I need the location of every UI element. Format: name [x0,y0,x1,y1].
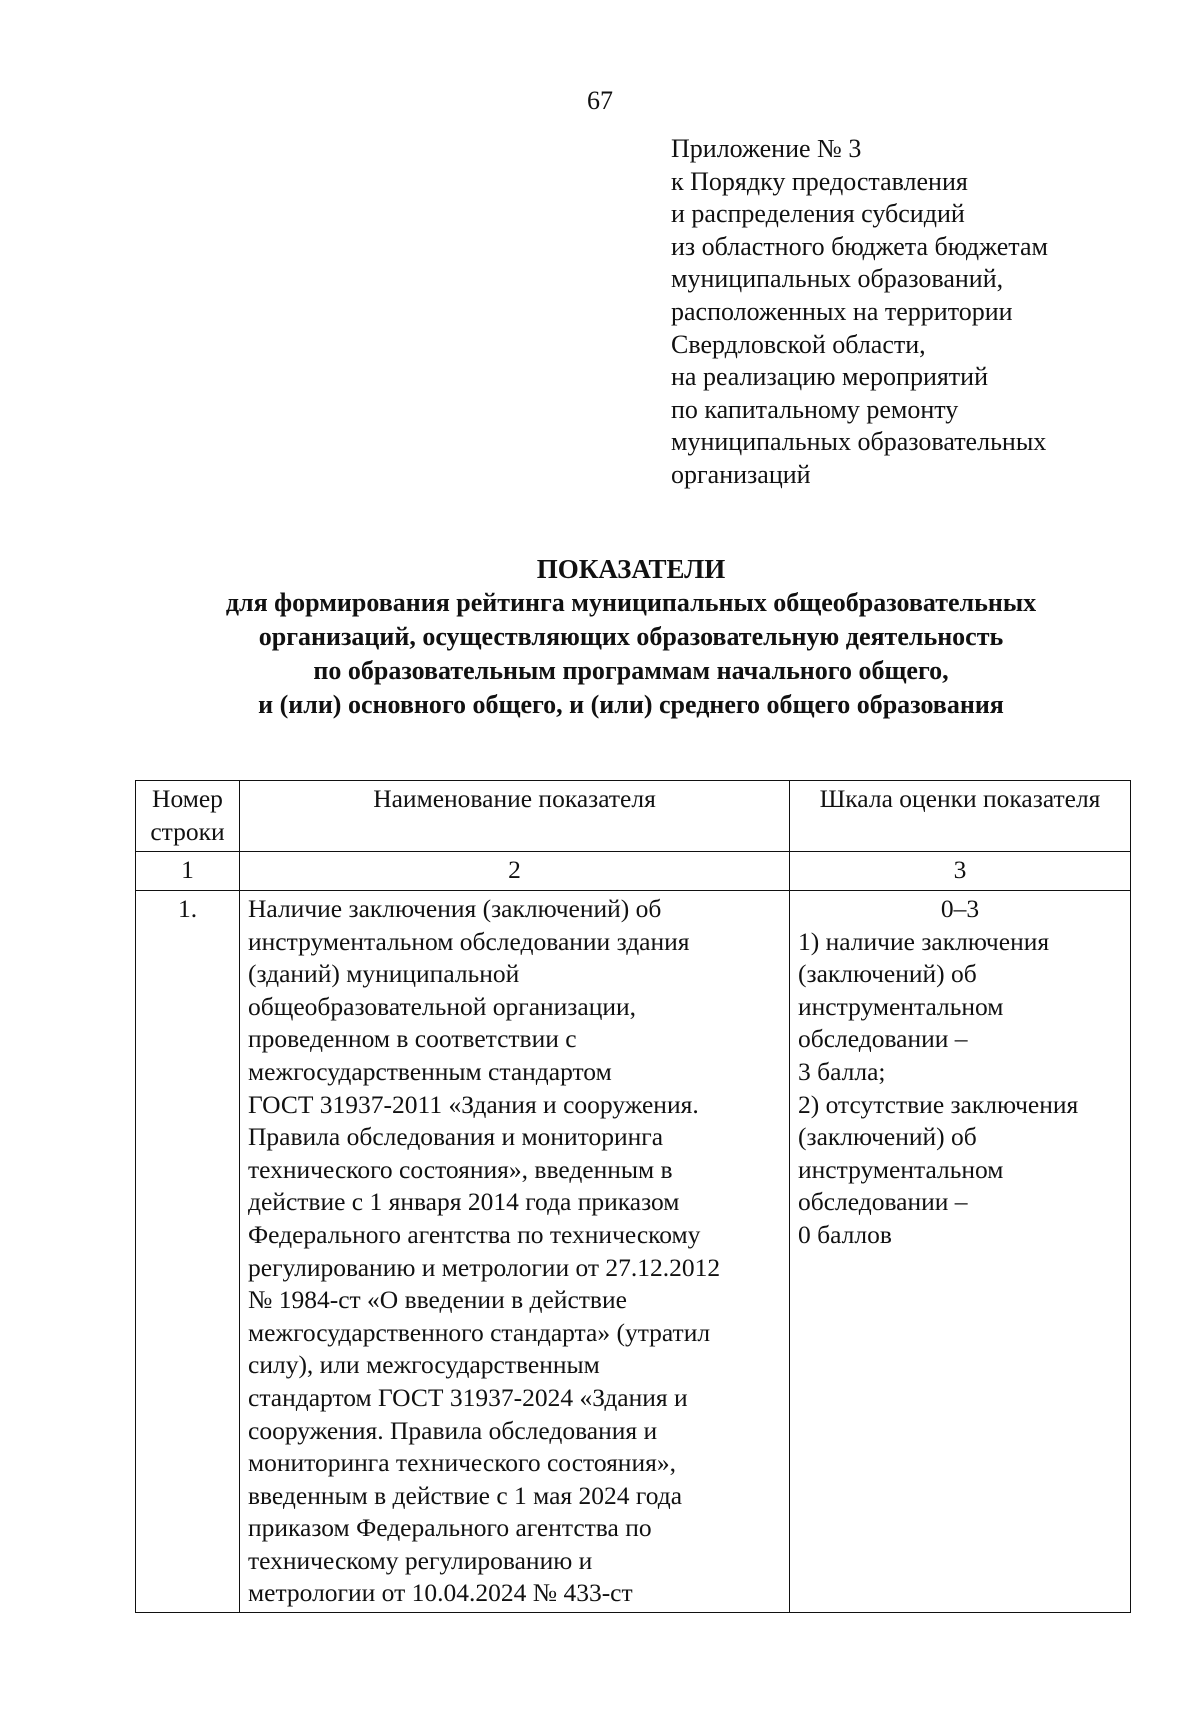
column-numbers-row [136,852,1131,891]
appendix-line: к Порядку предоставления [671,166,968,196]
appendix-line: организаций [671,459,811,489]
table-row [136,891,1131,1613]
column-number: 3 [790,852,1131,891]
text-line: мониторинга технического состояния», [248,1448,676,1478]
text-line: (зданий) муниципальной [248,959,520,989]
text-line: введенным в действие с 1 мая 2024 года [248,1480,683,1510]
table-header-row [136,781,1131,852]
text-line: инструментальном [798,991,1004,1021]
text-line: (заключений) об [798,1122,977,1152]
appendix-line: и распределения субсидий [671,199,965,229]
scale-range: 0–3 [940,894,980,923]
subtitle-line: по образовательным программам начального общего, [313,656,949,685]
appendix-line: по капитальному ремонту [671,394,959,424]
text-line: (заключений) об [798,959,977,989]
appendix-line: из областного бюджета бюджетам [671,231,1048,261]
text-line: Федерального агентства по техническому [248,1219,701,1249]
text-line: действие с 1 января 2014 года приказом [248,1187,680,1217]
text-line: Правила обследования и мониторинга [248,1122,664,1152]
appendix-line: Свердловской области, [671,329,926,359]
text-line: силу), или межгосударственным [248,1350,600,1380]
subtitle-line: и (или) основного общего, и (или) среднего общего образования [258,690,1004,719]
scale-description [790,891,1131,1613]
header-line: Номер [152,784,223,813]
row-number: 1. [136,891,240,1613]
header-indicator-name: Наименование показателя [240,781,790,852]
subtitle-line: организаций, осуществляющих образовательную деятельность [258,622,1004,651]
text-line: 0 баллов [798,1219,892,1249]
text-line: обследовании – [798,1024,968,1054]
appendix-reference [671,133,1171,492]
column-number: 2 [240,852,790,891]
text-line: обследовании – [798,1187,968,1217]
text-line: регулированию и метрологии от 27.12.2012 [248,1252,721,1282]
text-line: метрологии от 10.04.2024 № 433-ст [248,1578,633,1608]
indicator-name [240,891,790,1613]
text-line: 3 балла; [798,1056,886,1086]
text-line: технического состояния», введенным в [248,1154,673,1184]
text-line: ГОСТ 31937-2011 «Здания и сооружения. [248,1089,699,1119]
text-line: 2) отсутствие заключения [798,1089,1079,1119]
text-line: приказом Федерального агентства по [248,1513,652,1543]
text-line: Наличие заключения (заключений) об [248,894,662,923]
subtitle-line: для формирования рейтинга муниципальных общеобразовательных [225,588,1037,617]
header-line: строки [150,816,225,846]
text-line: межгосударственного стандарта» (утратил [248,1317,711,1347]
text-line: сооружения. Правила обследования и [248,1415,658,1445]
appendix-line: муниципальных образовательных [671,427,1047,457]
text-line: № 1984-ст «О введении в действие [248,1285,627,1315]
text-line: техническому регулированию и [248,1545,593,1575]
header-row-number [136,781,240,852]
document-title-block [100,552,1162,722]
text-line: общеобразовательной организации, [248,991,637,1021]
appendix-line: Приложение № 3 [671,134,862,163]
text-line: проведенном в соответствии с [248,1024,577,1054]
page-number: 67 [587,86,613,115]
document-title: ПОКАЗАТЕЛИ [536,554,726,584]
text-line: инструментальном [798,1154,1004,1184]
text-line: межгосударственным стандартом [248,1056,612,1086]
appendix-line: муниципальных образований, [671,264,1004,294]
indicators-table [135,780,1131,1613]
appendix-line: расположенных на территории [671,296,1013,326]
appendix-line: на реализацию мероприятий [671,362,989,392]
text-line: стандартом ГОСТ 31937-2024 «Здания и [248,1382,688,1412]
text-line: инструментальном обследовании здания [248,926,690,956]
column-number: 1 [136,852,240,891]
header-scale: Шкала оценки показателя [790,781,1131,852]
text-line: 1) наличие заключения [798,926,1050,956]
